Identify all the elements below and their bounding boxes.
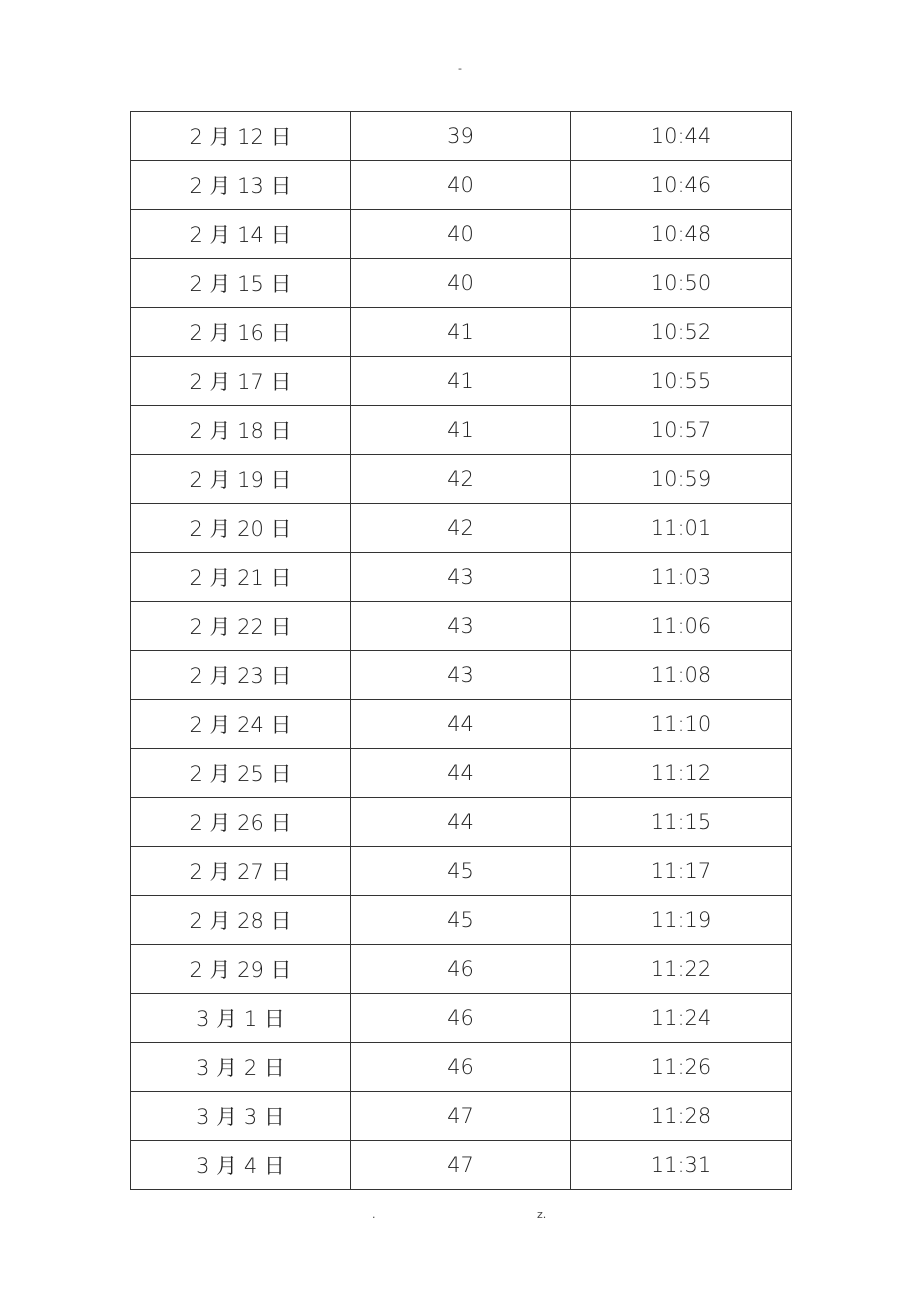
table-row (131, 602, 792, 651)
time-cell: 11:15 (571, 798, 792, 847)
date-cell: 2 月 29 日 (131, 945, 351, 994)
table-row (131, 406, 792, 455)
value-cell: 44 (351, 749, 571, 798)
page-footer-left: . (372, 1208, 376, 1221)
time-cell: 10:57 (571, 406, 792, 455)
time-cell: 11:24 (571, 994, 792, 1043)
time-cell: 10:55 (571, 357, 792, 406)
value-cell: 40 (351, 210, 571, 259)
time-cell: 11:06 (571, 602, 792, 651)
date-cell: 2 月 14 日 (131, 210, 351, 259)
date-cell: 2 月 21 日 (131, 553, 351, 602)
table-row (131, 1043, 792, 1092)
table-row (131, 112, 792, 161)
data-table (130, 111, 792, 1190)
time-cell: 11:10 (571, 700, 792, 749)
time-cell: 10:50 (571, 259, 792, 308)
table-row (131, 847, 792, 896)
table-row (131, 210, 792, 259)
date-cell: 2 月 25 日 (131, 749, 351, 798)
table-row (131, 504, 792, 553)
value-cell: 43 (351, 651, 571, 700)
value-cell: 43 (351, 602, 571, 651)
date-cell: 2 月 17 日 (131, 357, 351, 406)
table-row (131, 1092, 792, 1141)
time-cell: 11:12 (571, 749, 792, 798)
time-cell: 11:31 (571, 1141, 792, 1190)
table-row (131, 553, 792, 602)
table-row (131, 798, 792, 847)
date-cell: 2 月 18 日 (131, 406, 351, 455)
date-cell: 2 月 19 日 (131, 455, 351, 504)
value-cell: 46 (351, 1043, 571, 1092)
time-cell: 11:01 (571, 504, 792, 553)
value-cell: 43 (351, 553, 571, 602)
time-cell: 11:26 (571, 1043, 792, 1092)
date-cell: 2 月 23 日 (131, 651, 351, 700)
date-cell: 2 月 24 日 (131, 700, 351, 749)
date-cell: 3 月 4 日 (131, 1141, 351, 1190)
value-cell: 45 (351, 896, 571, 945)
date-cell: 2 月 27 日 (131, 847, 351, 896)
value-cell: 42 (351, 455, 571, 504)
date-cell: 3 月 1 日 (131, 994, 351, 1043)
table-row (131, 357, 792, 406)
data-table-container (130, 111, 790, 1190)
date-cell: 2 月 12 日 (131, 112, 351, 161)
table-row (131, 896, 792, 945)
time-cell: 10:52 (571, 308, 792, 357)
value-cell: 42 (351, 504, 571, 553)
time-cell: 10:59 (571, 455, 792, 504)
date-cell: 3 月 2 日 (131, 1043, 351, 1092)
time-cell: 11:28 (571, 1092, 792, 1141)
time-cell: 11:03 (571, 553, 792, 602)
table-row (131, 749, 792, 798)
table-row (131, 945, 792, 994)
time-cell: 11:22 (571, 945, 792, 994)
value-cell: 46 (351, 994, 571, 1043)
table-row (131, 994, 792, 1043)
value-cell: 41 (351, 357, 571, 406)
date-cell: 2 月 26 日 (131, 798, 351, 847)
table-row (131, 651, 792, 700)
value-cell: 41 (351, 406, 571, 455)
value-cell: 45 (351, 847, 571, 896)
table-row (131, 700, 792, 749)
value-cell: 47 (351, 1141, 571, 1190)
value-cell: 44 (351, 700, 571, 749)
value-cell: 47 (351, 1092, 571, 1141)
time-cell: 10:44 (571, 112, 792, 161)
page-footer-right: z. (537, 1208, 547, 1221)
date-cell: 3 月 3 日 (131, 1092, 351, 1141)
date-cell: 2 月 22 日 (131, 602, 351, 651)
table-row (131, 1141, 792, 1190)
value-cell: 46 (351, 945, 571, 994)
value-cell: 40 (351, 161, 571, 210)
table-row (131, 161, 792, 210)
date-cell: 2 月 16 日 (131, 308, 351, 357)
table-body (131, 112, 792, 1190)
table-row (131, 308, 792, 357)
value-cell: 41 (351, 308, 571, 357)
table-row (131, 455, 792, 504)
time-cell: 11:17 (571, 847, 792, 896)
value-cell: 39 (351, 112, 571, 161)
time-cell: 10:48 (571, 210, 792, 259)
date-cell: 2 月 20 日 (131, 504, 351, 553)
time-cell: 11:08 (571, 651, 792, 700)
page-header-mark: - (458, 62, 462, 75)
value-cell: 44 (351, 798, 571, 847)
date-cell: 2 月 28 日 (131, 896, 351, 945)
table-row (131, 259, 792, 308)
time-cell: 11:19 (571, 896, 792, 945)
date-cell: 2 月 15 日 (131, 259, 351, 308)
time-cell: 10:46 (571, 161, 792, 210)
value-cell: 40 (351, 259, 571, 308)
date-cell: 2 月 13 日 (131, 161, 351, 210)
